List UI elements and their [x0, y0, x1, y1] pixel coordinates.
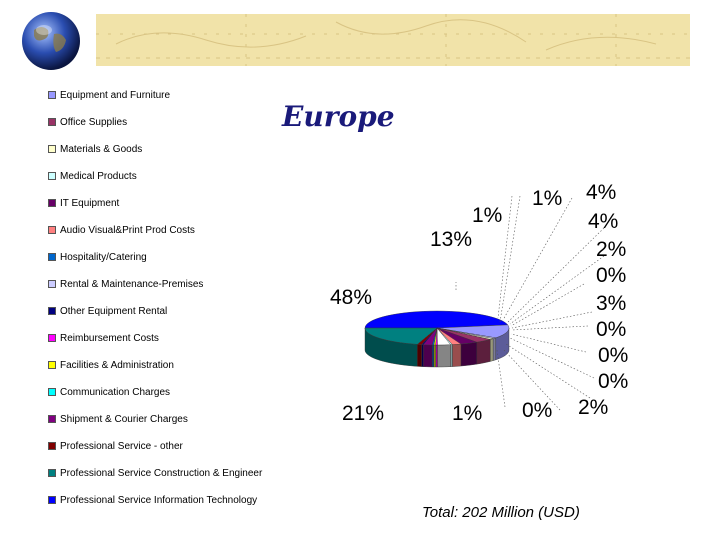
- data-label: 3%: [596, 292, 627, 315]
- legend-label: Hospitality/Catering: [60, 251, 147, 263]
- leader-line: [510, 256, 604, 324]
- legend-label: Equipment and Furniture: [60, 89, 171, 101]
- pie-slice-side: [423, 345, 432, 367]
- pie-slice-side: [461, 342, 477, 366]
- leader-line: [503, 198, 572, 320]
- legend-label: Communication Charges: [60, 386, 171, 398]
- leader-lines: [456, 196, 604, 410]
- data-label: 0%: [522, 399, 553, 422]
- data-label: 0%: [598, 370, 629, 393]
- leader-line: [511, 334, 586, 352]
- legend-label: Audio Visual&Print Prod Costs: [60, 224, 195, 236]
- data-label: 2%: [596, 238, 627, 261]
- legend-label: Professional Service Information Technology: [60, 494, 258, 506]
- pie-slice-side: [422, 345, 424, 367]
- data-label: 0%: [596, 318, 627, 341]
- pie-slice: [365, 311, 508, 328]
- data-label: 1%: [532, 187, 563, 210]
- legend-label: Shipment & Courier Charges: [60, 413, 188, 425]
- legend-label: Rental & Maintenance-Premises: [60, 278, 204, 290]
- leader-line: [510, 338, 594, 378]
- data-label: 0%: [596, 264, 627, 287]
- legend-label: Reimbursement Costs: [60, 332, 159, 344]
- legend-label: Professional Service - other: [60, 440, 183, 452]
- pie-top: [365, 311, 509, 345]
- legend-label: Other Equipment Rental: [60, 305, 168, 317]
- pie-slice-side: [432, 345, 434, 367]
- leader-line: [500, 196, 520, 322]
- leader-line: [511, 284, 584, 326]
- pie-slice-side: [493, 338, 496, 361]
- legend-label: IT Equipment: [60, 197, 120, 209]
- pie-slice-side: [434, 345, 436, 367]
- data-label: 48%: [330, 286, 373, 309]
- pie-slice-side: [417, 344, 421, 366]
- leader-line: [506, 344, 590, 398]
- legend-label: Professional Service Construction & Engineer: [60, 467, 263, 479]
- legend-label: Facilities & Administration: [60, 359, 174, 371]
- pie-slice-side: [436, 345, 438, 367]
- data-label: 21%: [342, 402, 385, 425]
- leader-line: [512, 312, 592, 328]
- data-label: 4%: [588, 210, 619, 233]
- legend-label: Materials & Goods: [60, 143, 143, 155]
- leader-line: [508, 228, 604, 322]
- pie-slice-side: [451, 345, 453, 367]
- pie-slice-side: [490, 339, 493, 362]
- pie-slice-side: [437, 345, 450, 367]
- data-label: 1%: [452, 402, 483, 425]
- data-label: 13%: [430, 228, 473, 251]
- chart-title: Europe: [282, 100, 395, 133]
- data-label: 4%: [586, 181, 617, 204]
- leader-line: [512, 326, 588, 330]
- data-label: 2%: [578, 396, 609, 419]
- legend-label: Office Supplies: [60, 116, 128, 128]
- pie-slice-side: [477, 339, 490, 364]
- data-label: 0%: [598, 344, 629, 367]
- total-label: Total: 202 Million (USD): [422, 504, 580, 521]
- legend-label: Medical Products: [60, 170, 137, 182]
- pie-slice-side: [452, 344, 461, 367]
- data-label: 1%: [472, 204, 503, 227]
